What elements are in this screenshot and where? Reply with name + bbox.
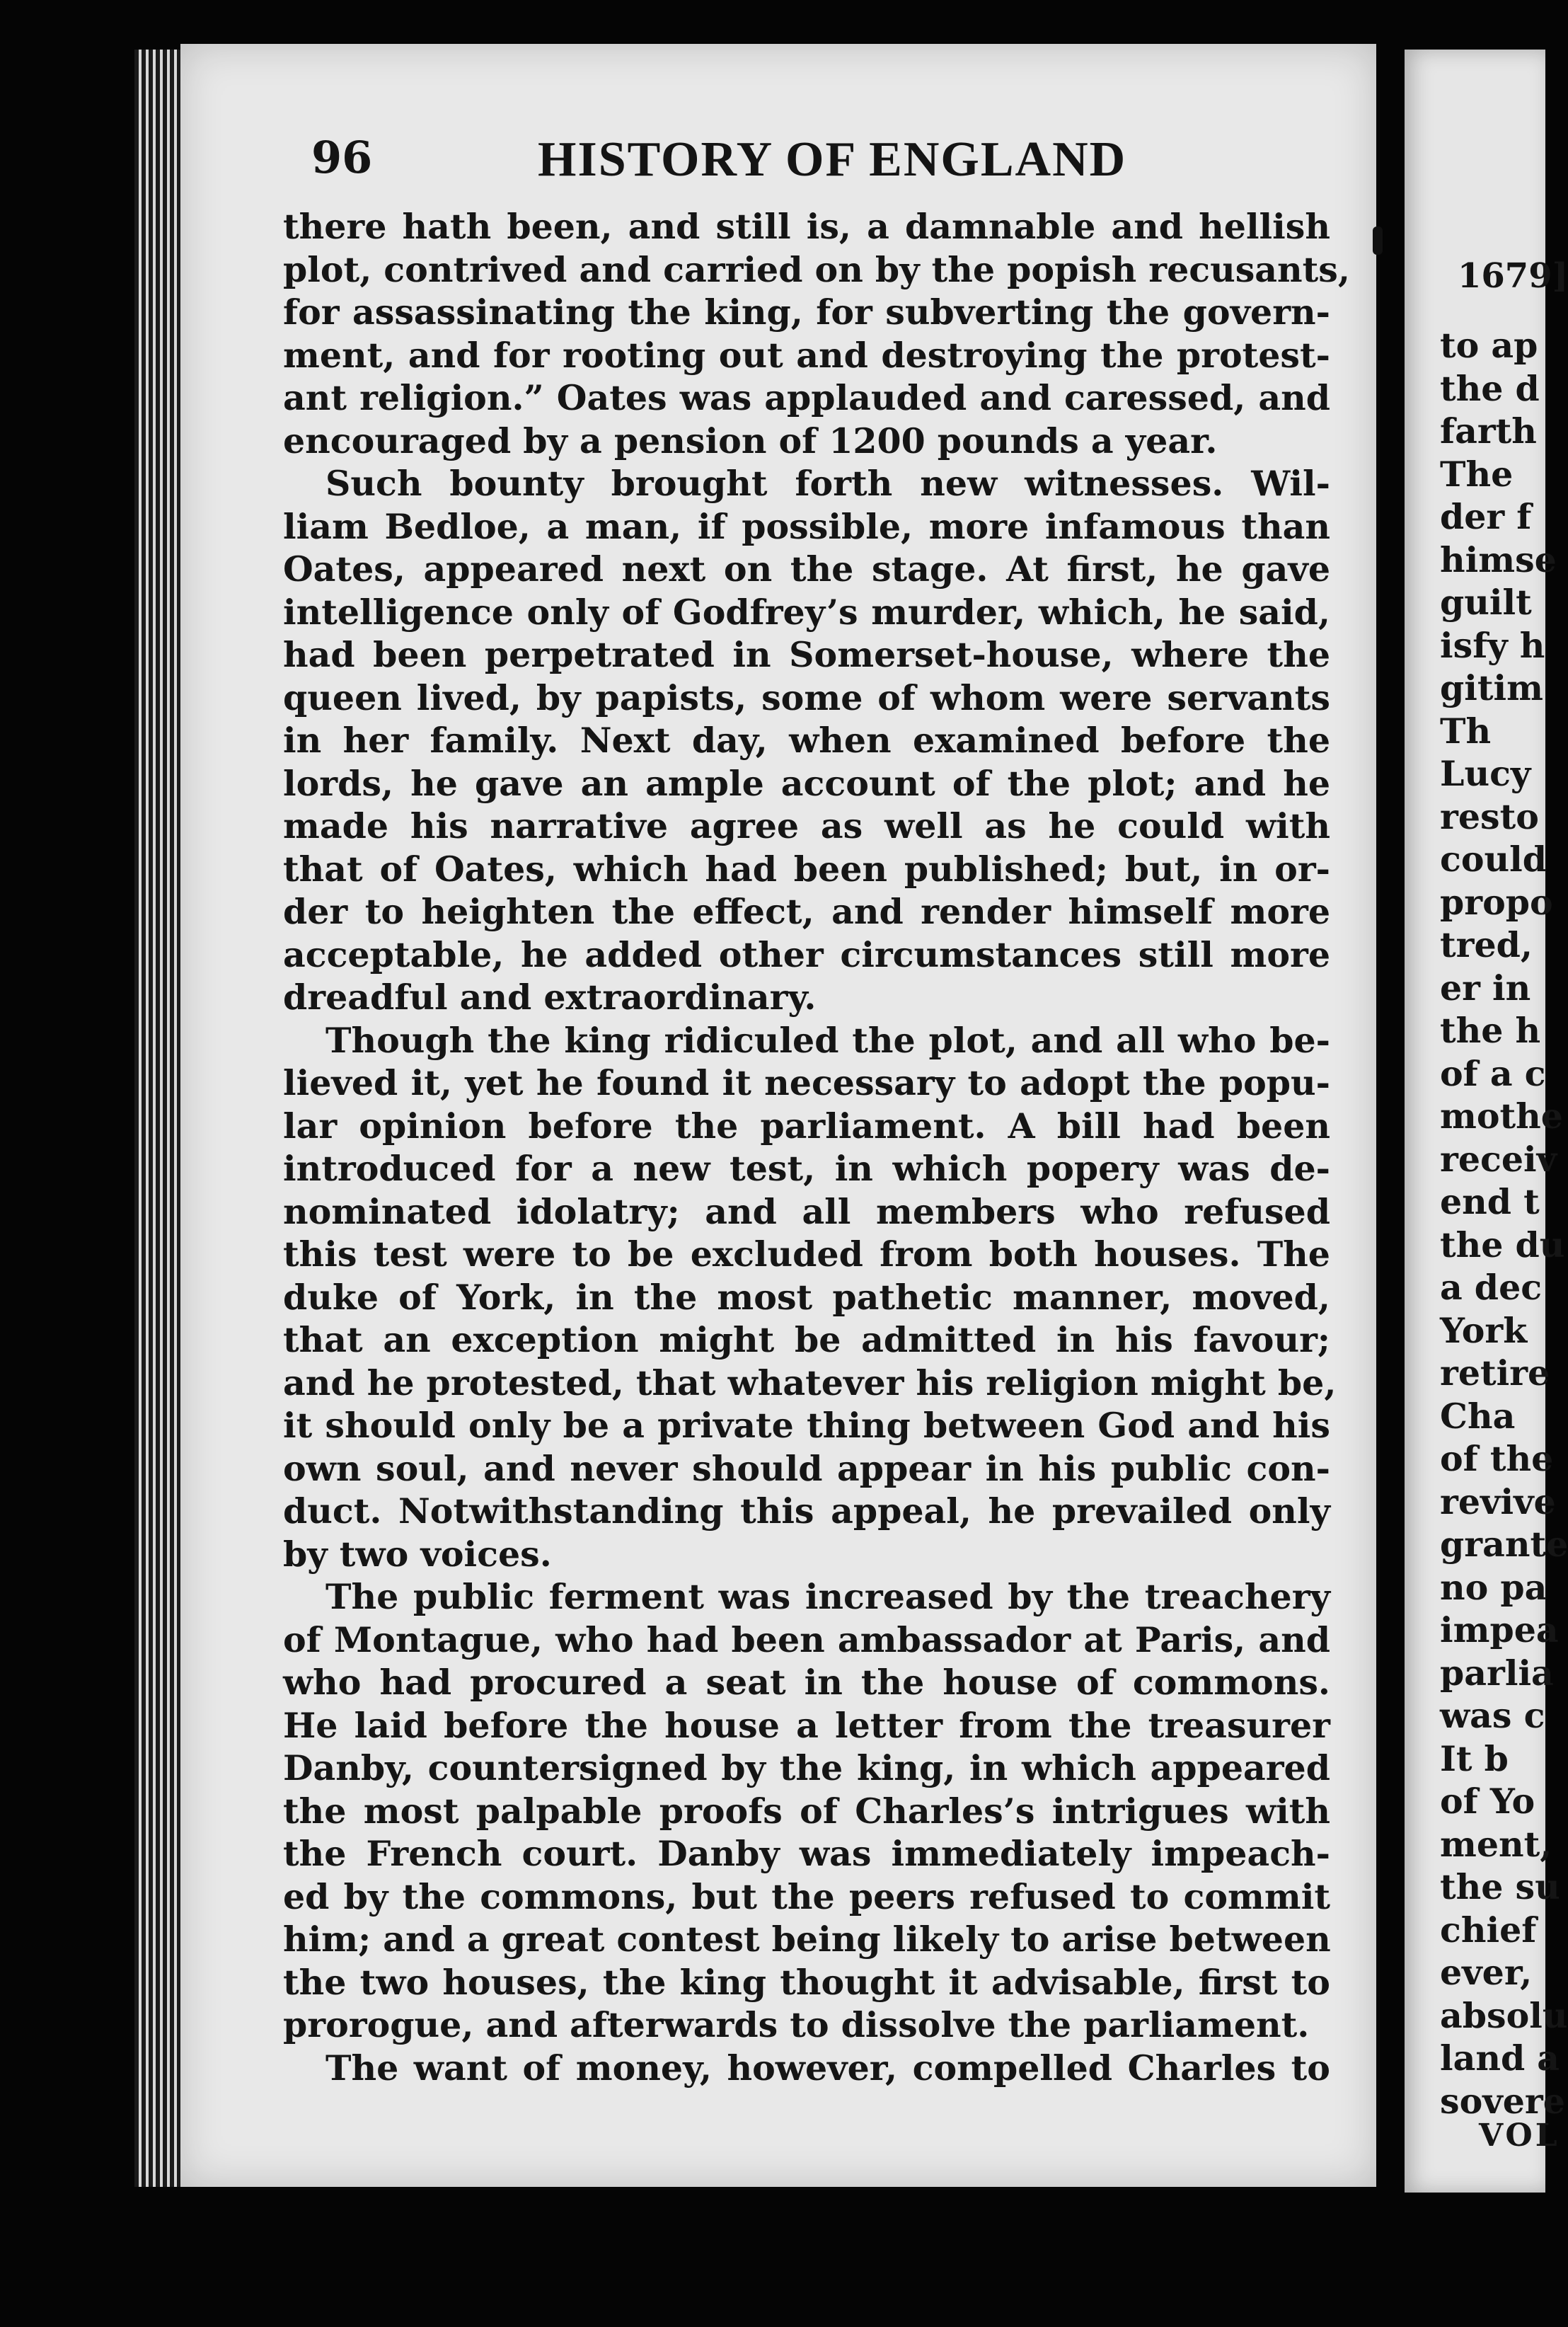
right-text-line: himse [1440, 539, 1557, 580]
text-line: the two houses, the king thought it advisable, first to [283, 1961, 1330, 2003]
right-text-line: parlia [1440, 1652, 1554, 1694]
right-text-line: of Yo [1440, 1781, 1535, 1822]
right-text-line: sovere [1440, 2080, 1565, 2122]
book-binding-edge [134, 50, 184, 2187]
text-line: intelligence only of Godfrey’s murder, which, he said, [283, 591, 1330, 633]
right-text-line: to ap [1440, 325, 1538, 366]
text-line: nominated idolatry; and all members who refused [283, 1190, 1330, 1232]
running-head [311, 132, 1330, 195]
text-line: for assassinating the king, for subverting the govern- [283, 292, 1330, 333]
text-line: Oates, appeared next on the stage. At first, he gave [283, 548, 1330, 590]
right-text-line: no pa [1440, 1566, 1547, 1608]
right-text-line: absolu [1440, 1994, 1568, 2036]
right-text-line: ment, [1440, 1823, 1552, 1865]
right-text-line: revive [1440, 1481, 1556, 1522]
text-line: of Montague, who had been ambassador at Paris, and [283, 1619, 1330, 1660]
right-text-line: The [1440, 453, 1514, 495]
text-line: Such bounty brought forth new witnesses. Wil- [325, 463, 1330, 504]
text-line: The want of money, however, compelled Charles to [325, 2047, 1330, 2088]
right-page-text [1440, 324, 1568, 2122]
right-text-line: the su [1440, 1866, 1560, 1907]
right-text-line: resto [1440, 795, 1539, 837]
text-line: acceptable, he added other circumstances still more [283, 933, 1330, 975]
right-text-line: guilt [1440, 582, 1532, 623]
right-text-line: land a [1440, 2038, 1560, 2079]
text-line: der to heighten the effect, and render himself more [283, 891, 1330, 932]
text-line: in her family. Next day, when examined before the [283, 720, 1330, 761]
text-line: had been perpetrated in Somerset-house, where the [283, 634, 1330, 675]
text-line: ant religion.” Oates was applauded and caressed, and [283, 377, 1330, 418]
text-line: duke of York, in the most pathetic manner, moved, [283, 1276, 1330, 1318]
page-number: 96 [311, 132, 373, 183]
text-line: He laid before the house a letter from the treasurer [283, 1704, 1330, 1746]
text-line: duct. Notwithstanding this appeal, he prevailed only [283, 1490, 1330, 1532]
right-text-line: York [1440, 1309, 1528, 1351]
text-line: who had procured a seat in the house of commons. [283, 1662, 1330, 1703]
text-line: plot, contrived and carried on by the popish recusants, [283, 248, 1350, 290]
text-line: by two voices. [283, 1533, 552, 1575]
right-page-footer: VOL [1479, 2118, 1560, 2154]
text-line: the French court. Danby was immediately impeach- [283, 1833, 1330, 1874]
text-line: encouraged by a pension of 1200 pounds a year. [283, 420, 1218, 461]
right-text-line: a dec [1440, 1267, 1543, 1308]
right-page-year: 1679] [1458, 256, 1568, 296]
text-line: introduced for a new test, in which popery was de- [283, 1148, 1330, 1189]
text-line: that an exception might be admitted in his favour; [283, 1319, 1330, 1360]
right-text-line: was c [1440, 1695, 1545, 1736]
text-line: Though the king ridiculed the plot, and all who be- [325, 1019, 1330, 1061]
text-line: made his narrative agree as well as he could with [283, 805, 1330, 846]
running-title: HISTORY OF ENGLAND [538, 132, 1127, 187]
right-text-line: ever, [1440, 1952, 1533, 1993]
right-text-line: the h [1440, 1010, 1541, 1051]
text-line: that of Oates, which had been published; but, in or- [283, 848, 1330, 890]
right-text-line: er in [1440, 967, 1531, 1009]
text-line: queen lived, by papists, some of whom were servants [283, 677, 1330, 718]
right-text-line: the d [1440, 367, 1540, 409]
gutter-ink-mark [1373, 226, 1383, 255]
right-text-line: of the [1440, 1438, 1554, 1479]
right-text-line: retire [1440, 1352, 1550, 1394]
text-line: The public ferment was increased by the treachery [325, 1576, 1330, 1617]
text-line: own soul, and never should appear in his public con- [283, 1447, 1330, 1489]
right-text-line: It b [1440, 1737, 1509, 1779]
right-text-line: receiv [1440, 1138, 1557, 1180]
text-line: prorogue, and afterwards to dissolve the parliament. [283, 2004, 1310, 2045]
right-text-line: Lucy [1440, 753, 1531, 794]
text-line: ed by the commons, but the peers refused to commit [283, 1875, 1330, 1917]
right-text-line: farth [1440, 410, 1537, 452]
right-text-line: could [1440, 839, 1547, 880]
text-line: this test were to be excluded from both houses. The [283, 1234, 1330, 1275]
right-text-line: end t [1440, 1181, 1540, 1222]
text-line: it should only be a private thing between God and his [283, 1405, 1330, 1446]
text-line: dreadful and extraordinary. [283, 977, 817, 1018]
right-text-line: propo [1440, 881, 1553, 923]
right-text-line: der f [1440, 496, 1532, 537]
text-line: and he protested, that whatever his religion might be, [283, 1362, 1337, 1403]
body-text [283, 205, 1350, 2089]
right-text-line: Th [1440, 710, 1492, 752]
right-text-line: isfy h [1440, 624, 1545, 666]
right-text-line: mothe [1440, 1096, 1563, 1137]
right-text-line: grante [1440, 1524, 1568, 1565]
text-line: lords, he gave an ample account of the plot; and he [283, 762, 1330, 804]
text-line: ment, and for rooting out and destroying the protest- [283, 334, 1330, 376]
right-text-line: tred, [1440, 924, 1533, 965]
text-line: lieved it, yet he found it necessary to adopt the popu- [283, 1062, 1330, 1103]
text-line: there hath been, and still is, a damnable and hellish [283, 206, 1330, 247]
text-line: lar opinion before the parliament. A bill had been [283, 1105, 1330, 1147]
text-line: liam Bedloe, a man, if possible, more infamous than [283, 505, 1330, 547]
right-text-line: gitim [1440, 667, 1543, 708]
text-line: Danby, countersigned by the king, in which appeared [283, 1747, 1330, 1788]
right-text-line: Cha [1440, 1395, 1516, 1437]
text-line: the most palpable proofs of Charles’s intrigues with [283, 1790, 1330, 1832]
right-text-line: chief [1440, 1909, 1537, 1950]
right-text-line: impea [1440, 1609, 1559, 1650]
right-text-line: the du [1440, 1224, 1565, 1265]
right-text-line: of a c [1440, 1052, 1546, 1094]
text-line: him; and a great contest being likely to arise between [283, 1919, 1331, 1960]
